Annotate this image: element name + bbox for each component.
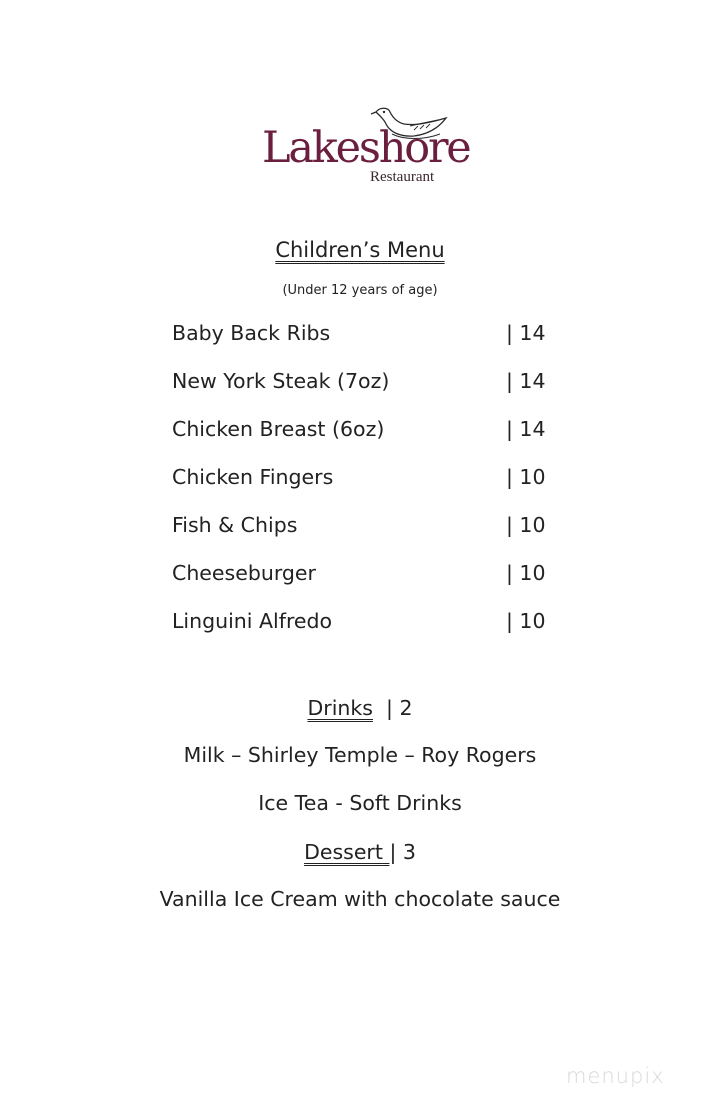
menu-item-price: | 10 xyxy=(506,609,546,633)
menu-title-text: Children’s Menu xyxy=(275,238,445,262)
menu-item-name: Chicken Breast (6oz) xyxy=(172,417,385,441)
menu-item xyxy=(172,510,572,558)
menu-item xyxy=(172,414,572,462)
menu-item xyxy=(172,606,572,654)
menu-item-name: Fish & Chips xyxy=(172,513,298,537)
menu-item-name: New York Steak (7oz) xyxy=(172,369,390,393)
drinks-heading-line xyxy=(0,693,720,723)
menu-item-name: Linguini Alfredo xyxy=(172,609,333,633)
menu-item-price: | 10 xyxy=(506,561,546,585)
menu-item xyxy=(172,318,572,366)
dessert-heading-line: Dessert | 3 xyxy=(304,840,416,864)
logo-wordmark: Lakeshore xyxy=(262,123,470,173)
menu-item-list xyxy=(172,318,572,654)
restaurant-logo xyxy=(262,104,470,188)
menu-item-price: | 14 xyxy=(506,417,546,441)
drinks-heading: Drinks xyxy=(307,696,373,720)
drinks-line-1: Milk – Shirley Temple – Roy Rogers xyxy=(183,743,537,767)
menu-item-name: Cheeseburger xyxy=(172,561,316,585)
menu-item-name: Baby Back Ribs xyxy=(172,321,331,345)
menu-item-price: | 10 xyxy=(506,465,546,489)
menu-item xyxy=(172,558,572,606)
menu-item-name: Chicken Fingers xyxy=(172,465,334,489)
drinks-price: | 2 xyxy=(386,696,413,720)
menu-item xyxy=(172,366,572,414)
drinks-line-2: Ice Tea - Soft Drinks xyxy=(258,791,462,815)
menu-item xyxy=(172,462,572,510)
menu-item-price: | 14 xyxy=(506,321,546,345)
dessert-line-1: Vanilla Ice Cream with chocolate sauce xyxy=(159,887,561,911)
watermark: menupix xyxy=(566,1064,665,1088)
logo-subtitle: Restaurant xyxy=(370,169,435,185)
menu-item-price: | 14 xyxy=(506,369,546,393)
dessert-heading: Dessert xyxy=(304,840,383,864)
menu-title xyxy=(0,236,720,264)
age-note: (Under 12 years of age) xyxy=(282,283,438,298)
menu-item-price: | 10 xyxy=(506,513,546,537)
